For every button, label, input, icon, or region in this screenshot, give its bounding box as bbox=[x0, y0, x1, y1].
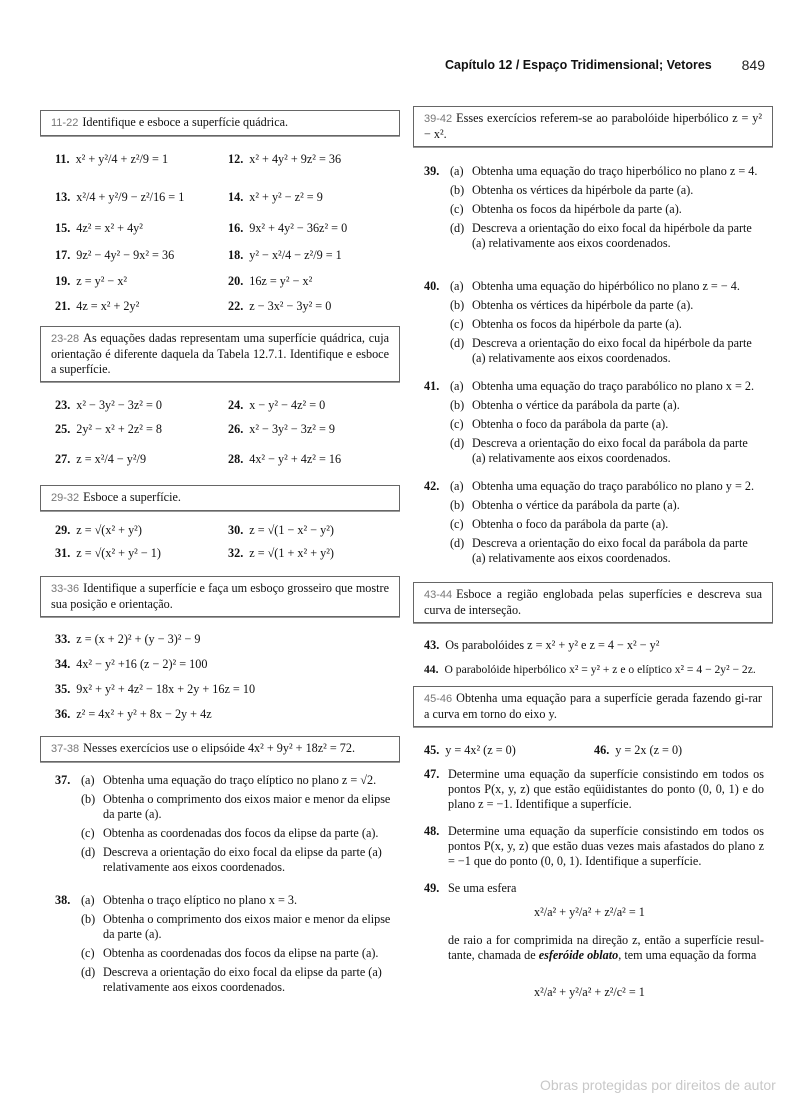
part-text: Obtenha o foco da parábola da parte (a). bbox=[472, 417, 669, 431]
equation: z − 3x² − 3y² = 0 bbox=[249, 299, 332, 313]
problem-text-part: , tem uma equação da forma bbox=[618, 948, 757, 962]
part-label: (b) bbox=[450, 298, 465, 312]
equation: Os parabolóides z = x² + y² e z = 4 − x² − y² bbox=[445, 638, 660, 652]
exercise-number: 21. bbox=[55, 299, 71, 313]
exercise-number: 22. bbox=[228, 299, 244, 313]
part-label: (a) bbox=[81, 893, 95, 907]
exercise-number: 24. bbox=[228, 398, 244, 412]
part-label: (c) bbox=[450, 317, 464, 331]
part-label: (a) bbox=[450, 479, 464, 493]
part-label: (b) bbox=[81, 912, 96, 926]
part-text: Descreva a orientação do eixo focal da elipse da parte (a) relativamente aos eixos coordenados. bbox=[103, 965, 382, 994]
exercise-34 bbox=[55, 657, 207, 672]
instruction-box-29-32 bbox=[40, 485, 400, 511]
part-label: (b) bbox=[450, 183, 465, 197]
exercise-33 bbox=[55, 632, 201, 647]
equation: z² = 4x² + y² + 8x − 2y + 4z bbox=[76, 707, 212, 721]
equation: x² + y²/4 + z²/9 = 1 bbox=[75, 152, 169, 166]
exercise-22 bbox=[228, 299, 331, 314]
part-label: (d) bbox=[81, 845, 96, 859]
exercise-number: 39. bbox=[424, 164, 440, 178]
equation: y² − x²/4 − z²/9 = 1 bbox=[249, 248, 342, 262]
exercise-14 bbox=[228, 190, 323, 205]
equation: x²/4 + y²/9 − z²/16 = 1 bbox=[76, 190, 185, 204]
part-text: Descreva a orientação do eixo focal da hipérbole da parte (a) relativamente aos eixos coordenados. bbox=[472, 336, 752, 365]
instruction-text: Obtenha uma equação para a superfície gerada fazendo gi-rar a curva em torno do eixo y. bbox=[424, 691, 762, 721]
equation: 9z² − 4y² − 9x² = 36 bbox=[76, 248, 175, 262]
part-b bbox=[55, 792, 395, 822]
exercise-42 bbox=[424, 479, 764, 570]
range-label: 23-28 bbox=[51, 333, 80, 345]
exercise-30 bbox=[228, 523, 334, 538]
instruction-box-23-28 bbox=[40, 326, 400, 382]
exercise-25 bbox=[55, 422, 162, 437]
instruction-box-39-42 bbox=[413, 106, 773, 147]
exercise-46 bbox=[594, 743, 682, 758]
part-c bbox=[424, 202, 764, 217]
part-label: (d) bbox=[450, 536, 465, 550]
part-text: Obtenha o traço elíptico no plano x = 3. bbox=[103, 893, 298, 907]
exercise-number: 43. bbox=[424, 638, 440, 652]
part-label: (d) bbox=[450, 436, 465, 450]
instruction-text: Esses exercícios referem-se ao parabolóide hiperbólico z = y² − x². bbox=[424, 111, 762, 141]
chapter-title: Capítulo 12 / Espaço Tridimensional; Vetores bbox=[445, 58, 712, 72]
exercise-number: 30. bbox=[228, 523, 244, 537]
part-text: Obtenha uma equação do traço elíptico no plano z = √2. bbox=[103, 773, 377, 787]
part-label: (a) bbox=[450, 279, 464, 293]
range-label: 29-32 bbox=[51, 492, 80, 504]
part-c bbox=[424, 417, 764, 432]
exercise-37 bbox=[55, 773, 395, 879]
instruction-box-43-44 bbox=[413, 582, 773, 623]
part-text: Obtenha os vértices da hipérbole da parte (a). bbox=[472, 183, 694, 197]
part-text: Descreva a orientação do eixo focal da parábola da parte (a) relativamente aos eixos coordenados. bbox=[472, 436, 748, 465]
problem-text-2 bbox=[448, 933, 764, 963]
part-b bbox=[55, 912, 395, 942]
equation: 4x² − y² +16 (z − 2)² = 100 bbox=[76, 657, 208, 671]
part-label: (c) bbox=[81, 826, 95, 840]
part-text: Obtenha uma equação do traço hiperbólico no plano z = 4. bbox=[472, 164, 758, 178]
part-label: (c) bbox=[450, 517, 464, 531]
part-label: (a) bbox=[81, 773, 95, 787]
exercise-number: 44. bbox=[424, 663, 439, 676]
equation: z = (x + 2)² + (y − 3)² − 9 bbox=[76, 632, 201, 646]
part-text: Obtenha as coordenadas dos focos da elipse da parte (a). bbox=[103, 826, 379, 840]
exercise-number: 32. bbox=[228, 546, 244, 560]
exercise-24 bbox=[228, 398, 325, 413]
instruction-text: Identifique a superfície e faça um esboço grosseiro que mostre sua posição e orientação. bbox=[51, 581, 389, 611]
exercise-number: 49. bbox=[424, 881, 440, 895]
exercise-23 bbox=[55, 398, 162, 413]
exercise-number: 25. bbox=[55, 422, 71, 436]
range-label: 45-46 bbox=[424, 693, 453, 705]
instruction-box-37-38 bbox=[40, 736, 400, 762]
exercise-number: 47. bbox=[424, 767, 440, 781]
part-label: (c) bbox=[450, 202, 464, 216]
part-label: (d) bbox=[450, 221, 465, 235]
exercise-number: 40. bbox=[424, 279, 440, 293]
part-d bbox=[424, 221, 764, 251]
exercise-28 bbox=[228, 452, 341, 467]
exercise-number: 42. bbox=[424, 479, 440, 493]
equation: 4z² = x² + 4y² bbox=[76, 221, 143, 235]
exercise-19 bbox=[55, 274, 127, 289]
exercise-number: 15. bbox=[55, 221, 71, 235]
exercise-31 bbox=[55, 546, 161, 561]
instruction-text: Identifique e esboce a superfície quádrica. bbox=[82, 115, 289, 129]
part-text: Descreva a orientação do eixo focal da parábola da parte (a) relativamente aos eixos coordenados. bbox=[472, 536, 748, 565]
exercise-number: 38. bbox=[55, 893, 71, 907]
part-label: (b) bbox=[450, 498, 465, 512]
exercise-number: 46. bbox=[594, 743, 610, 757]
problem-text-part: de raio a for comprimida na direção z, então a superfície resul-tante, chamada de bbox=[448, 933, 764, 962]
equation: x² − 3y² − 3z² = 9 bbox=[249, 422, 335, 436]
exercise-17 bbox=[55, 248, 174, 263]
part-b bbox=[424, 498, 764, 513]
part-text: Descreva a orientação do eixo focal da elipse da parte (a) relativamente aos eixos coordenados. bbox=[103, 845, 382, 874]
part-text: Obtenha o vértice da parábola da parte (a). bbox=[472, 398, 680, 412]
equation: 9x² + y² + 4z² − 18x + 2y + 16z = 10 bbox=[76, 682, 256, 696]
exercise-40 bbox=[424, 279, 764, 370]
equation: z = √(x² + y² − 1) bbox=[76, 546, 161, 560]
part-text: Obtenha os vértices da hipérbole da parte (a). bbox=[472, 298, 694, 312]
exercise-number: 19. bbox=[55, 274, 71, 288]
exercise-number: 18. bbox=[228, 248, 244, 262]
part-label: (d) bbox=[450, 336, 465, 350]
exercise-number: 26. bbox=[228, 422, 244, 436]
exercise-number: 31. bbox=[55, 546, 71, 560]
instruction-box-45-46 bbox=[413, 686, 773, 727]
exercise-38 bbox=[55, 893, 395, 999]
instruction-text: Esboce a região englobada pelas superfícies e descreva sua curva de interseção. bbox=[424, 587, 762, 617]
exercise-number: 16. bbox=[228, 221, 244, 235]
range-label: 11-22 bbox=[51, 117, 79, 129]
part-a bbox=[424, 279, 764, 294]
exercise-number: 34. bbox=[55, 657, 71, 671]
part-b bbox=[424, 183, 764, 198]
problem-text: Se uma esfera bbox=[448, 881, 517, 895]
part-a bbox=[424, 164, 764, 179]
part-label: (b) bbox=[450, 398, 465, 412]
exercise-13 bbox=[55, 190, 184, 205]
part-c bbox=[55, 946, 395, 961]
part-text: Obtenha o comprimento dos eixos maior e menor da elipse da parte (a). bbox=[103, 792, 391, 821]
exercise-number: 36. bbox=[55, 707, 71, 721]
equation: 16z = y² − x² bbox=[249, 274, 313, 288]
part-label: (a) bbox=[450, 164, 464, 178]
exercise-number: 14. bbox=[228, 190, 244, 204]
page-number: 849 bbox=[741, 57, 765, 73]
copyright-watermark: Obras protegidas por direitos de autor bbox=[540, 1077, 776, 1093]
exercise-number: 37. bbox=[55, 773, 71, 787]
equation: x − y² − 4z² = 0 bbox=[249, 398, 326, 412]
exercise-43 bbox=[424, 638, 659, 653]
exercise-11 bbox=[55, 152, 168, 167]
part-d bbox=[55, 845, 395, 875]
exercise-number: 23. bbox=[55, 398, 71, 412]
exercise-21 bbox=[55, 299, 139, 314]
exercise-number: 12. bbox=[228, 152, 244, 166]
exercise-12 bbox=[228, 152, 341, 167]
equation: 9x² + 4y² − 36z² = 0 bbox=[249, 221, 348, 235]
part-text: Obtenha uma equação do hipérbólico no plano z = − 4. bbox=[472, 279, 740, 293]
part-text: Descreva a orientação do eixo focal da hipérbole da parte (a) relativamente aos eixos coordenados. bbox=[472, 221, 752, 250]
exercise-41 bbox=[424, 379, 764, 470]
equation: z = y² − x² bbox=[76, 274, 128, 288]
exercise-number: 13. bbox=[55, 190, 71, 204]
range-label: 39-42 bbox=[424, 113, 453, 125]
term-oblate-spheroid: esferóide oblato bbox=[538, 948, 619, 962]
part-a bbox=[55, 773, 395, 788]
problem-text: Determine uma equação da superfície consistindo em todos os pontos P(x, y, z) que estão duas vezes mais afastados do plano z = −1 que do ponto (0, 0, 1). Identifique a superfície. bbox=[448, 824, 764, 868]
part-d bbox=[424, 536, 764, 566]
instruction-box-33-36 bbox=[40, 576, 400, 617]
exercise-18 bbox=[228, 248, 342, 263]
part-d bbox=[55, 965, 395, 995]
part-label: (b) bbox=[81, 792, 96, 806]
part-b bbox=[424, 298, 764, 313]
equation: 4x² − y² + 4z² = 16 bbox=[249, 452, 342, 466]
exercise-number: 35. bbox=[55, 682, 71, 696]
part-d bbox=[424, 336, 764, 366]
part-d bbox=[424, 436, 764, 466]
equation: O parabolóide hiperbólico x² = y² + z e o elíptico x² = 4 − 2y² − 2z. bbox=[444, 663, 756, 676]
range-label: 37-38 bbox=[51, 743, 80, 755]
part-c bbox=[424, 517, 764, 532]
exercise-27 bbox=[55, 452, 146, 467]
instruction-text: As equações dadas representam uma superfície quádrica, cuja orientação é diferente daquela da Tabela 12.7.1. Identifique e esboce a superfície. bbox=[51, 331, 389, 376]
equation: 4z = x² + 2y² bbox=[76, 299, 140, 313]
exercise-number: 11. bbox=[55, 152, 70, 166]
exercise-39 bbox=[424, 164, 764, 255]
oblate-spheroid-equation: x²/a² + y²/a² + z²/c² = 1 bbox=[534, 985, 645, 999]
equation: z = √(1 + x² + y²) bbox=[249, 546, 334, 560]
exercise-26 bbox=[228, 422, 335, 437]
equation: x² + y² − z² = 9 bbox=[249, 190, 323, 204]
exercise-20 bbox=[228, 274, 312, 289]
equation: x² − 3y² − 3z² = 0 bbox=[76, 398, 162, 412]
equation: 2y² − x² + 2z² = 8 bbox=[76, 422, 162, 436]
part-label: (d) bbox=[81, 965, 96, 979]
exercise-15 bbox=[55, 221, 143, 236]
part-text: Obtenha uma equação do traço parabólico no plano y = 2. bbox=[472, 479, 755, 493]
part-text: Obtenha o foco da parábola da parte (a). bbox=[472, 517, 669, 531]
exercise-number: 29. bbox=[55, 523, 71, 537]
part-text: Obtenha o comprimento dos eixos maior e menor da elipse da parte (a). bbox=[103, 912, 391, 941]
part-c bbox=[424, 317, 764, 332]
part-a bbox=[424, 479, 764, 494]
part-c bbox=[55, 826, 395, 841]
part-label: (c) bbox=[81, 946, 95, 960]
equation: y = 4x² (z = 0) bbox=[445, 743, 516, 757]
sphere-equation: x²/a² + y²/a² + z²/a² = 1 bbox=[534, 905, 645, 919]
instruction-text: Nesses exercícios use o elipsóide 4x² + 9y² + 18z² = 72. bbox=[83, 741, 356, 755]
part-a bbox=[424, 379, 764, 394]
part-text: Obtenha os focos da hipérbole da parte (a). bbox=[472, 202, 682, 216]
part-text: Obtenha as coordenadas dos focos da elipse na parte (a). bbox=[103, 946, 379, 960]
exercise-16 bbox=[228, 221, 347, 236]
exercise-44 bbox=[424, 662, 756, 677]
equation: z = √(x² + y²) bbox=[76, 523, 142, 537]
exercise-number: 27. bbox=[55, 452, 71, 466]
exercise-35 bbox=[55, 682, 255, 697]
exercise-number: 20. bbox=[228, 274, 244, 288]
part-a bbox=[55, 893, 395, 908]
exercise-number: 48. bbox=[424, 824, 440, 838]
exercise-number: 45. bbox=[424, 743, 440, 757]
exercise-number: 28. bbox=[228, 452, 244, 466]
exercise-36 bbox=[55, 707, 212, 722]
equation: z = √(1 − x² − y²) bbox=[249, 523, 334, 537]
exercise-32 bbox=[228, 546, 334, 561]
equation: z = x²/4 − y²/9 bbox=[76, 452, 147, 466]
equation: x² + 4y² + 9z² = 36 bbox=[249, 152, 342, 166]
range-label: 43-44 bbox=[424, 589, 453, 601]
instruction-text: Esboce a superfície. bbox=[83, 490, 181, 504]
problem-text: Determine uma equação da superfície consistindo em todos os pontos P(x, y, z) que estão eqüidistantes do ponto (0, 0, 1) e do plano z = −1. Identifique a superfície. bbox=[448, 767, 764, 811]
part-b bbox=[424, 398, 764, 413]
exercise-45 bbox=[424, 743, 516, 758]
exercise-number: 41. bbox=[424, 379, 440, 393]
exercise-29 bbox=[55, 523, 142, 538]
equation: y = 2x (z = 0) bbox=[615, 743, 683, 757]
exercise-number: 33. bbox=[55, 632, 71, 646]
part-label: (a) bbox=[450, 379, 464, 393]
part-text: Obtenha o vértice da parábola da parte (a). bbox=[472, 498, 680, 512]
instruction-box-11-22 bbox=[40, 110, 400, 136]
exercise-number: 17. bbox=[55, 248, 71, 262]
range-label: 33-36 bbox=[51, 583, 80, 595]
part-label: (c) bbox=[450, 417, 464, 431]
exercise-49 bbox=[424, 881, 764, 1051]
part-text: Obtenha os focos da hipérbole da parte (a). bbox=[472, 317, 682, 331]
part-text: Obtenha uma equação do traço parabólico no plano x = 2. bbox=[472, 379, 755, 393]
